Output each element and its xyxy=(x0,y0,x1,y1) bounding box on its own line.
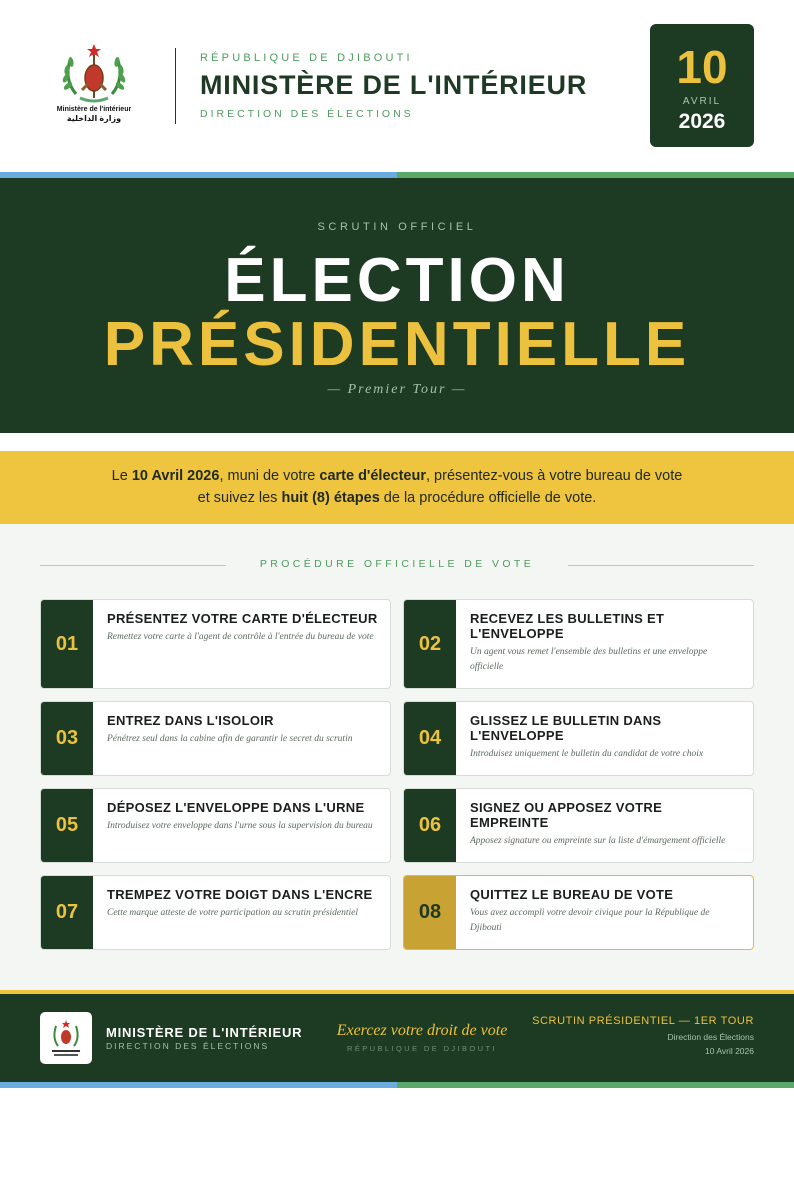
section-title xyxy=(40,558,754,572)
step-description: Vous avez accompli votre devoir civique pour la République de Djibouti xyxy=(470,908,710,933)
footer-ministry: MINISTÈRE DE L'INTÉRIEUR xyxy=(106,1025,303,1040)
section-title-label: PROCÉDURE OFFICIELLE DE VOTE xyxy=(259,558,535,570)
intro-line-2 xyxy=(0,487,794,509)
procedure-section xyxy=(0,524,794,990)
step-card-08 xyxy=(403,875,754,950)
header xyxy=(0,0,794,172)
step-title: QUITTEZ LE BUREAU DE VOTE xyxy=(470,887,674,902)
header-text xyxy=(200,52,630,120)
intro-text: Le xyxy=(111,468,132,484)
emblem-caption-ar: وزارة الداخلية xyxy=(66,114,122,123)
step-description: Introduisez uniquement le bulletin du candidat de votre choix xyxy=(470,749,704,759)
hero-title-line2: PRÉSIDENTIELLE xyxy=(103,310,691,379)
stripe-green xyxy=(397,1082,794,1088)
step-number: 08 xyxy=(404,876,456,949)
color-stripe-bottom xyxy=(0,1082,794,1088)
footer xyxy=(0,990,794,1082)
date-badge xyxy=(650,24,754,147)
footer-country: RÉPUBLIQUE DE DJIBOUTI xyxy=(347,1044,497,1053)
footer-slogan: Exercez votre droit de vote xyxy=(336,1022,508,1039)
step-card-06 xyxy=(403,788,754,863)
step-description: Introduisez votre enveloppe dans l'urne sous la supervision du bureau xyxy=(107,821,373,831)
footer-direction: DIRECTION DES ÉLECTIONS xyxy=(106,1041,270,1051)
emblem-caption-fr: Ministère de l'intérieur xyxy=(56,106,132,113)
ministry-emblem xyxy=(46,42,142,128)
intro-line-1 xyxy=(0,465,794,487)
step-title: SIGNEZ OU APPOSEZ VOTRE EMPREINTE xyxy=(470,800,663,830)
ministry-title: MINISTÈRE DE L'INTÉRIEUR xyxy=(200,70,588,100)
stripe-blue xyxy=(0,1082,397,1088)
direction-label: DIRECTION DES ÉLECTIONS xyxy=(200,108,414,120)
step-number: 06 xyxy=(404,789,456,862)
intro-text: , muni de votre xyxy=(219,468,320,484)
footer-scrutin: SCRUTIN PRÉSIDENTIEL — 1ER TOUR xyxy=(532,1015,754,1027)
step-number: 03 xyxy=(41,702,93,775)
step-title: RECEVEZ LES BULLETINS ET L'ENVELOPPE xyxy=(470,611,665,641)
date-day: 10 xyxy=(676,41,728,93)
step-title: PRÉSENTEZ VOTRE CARTE D'ÉLECTEUR xyxy=(107,611,378,626)
step-description: Un agent vous remet l'ensemble des bulletins et une enveloppe officielle xyxy=(470,647,708,672)
step-number: 04 xyxy=(404,702,456,775)
step-number: 02 xyxy=(404,600,456,688)
footer-info xyxy=(532,1015,754,1056)
step-card-04 xyxy=(403,701,754,776)
hero-banner xyxy=(0,178,794,433)
djibouti-emblem-icon xyxy=(40,1012,92,1064)
step-card-07 xyxy=(40,875,391,950)
step-number: 07 xyxy=(41,876,93,949)
step-description: Cette marque atteste de votre participation au scrutin présidentiel xyxy=(107,908,359,918)
step-description: Pénétrez seul dans la cabine afin de garantir le secret du scrutin xyxy=(107,734,353,744)
intro-text: et suivez les xyxy=(197,490,282,506)
step-card-02 xyxy=(403,599,754,689)
step-card-05 xyxy=(40,788,391,863)
intro-bold-date: 10 Avril 2026 xyxy=(131,468,220,484)
step-title: ENTREZ DANS L'ISOLOIR xyxy=(107,713,274,728)
footer-date: 10 Avril 2026 xyxy=(705,1046,754,1056)
country-label: RÉPUBLIQUE DE DJIBOUTI xyxy=(200,52,413,64)
intro-text: , présentez-vous à votre bureau de vote xyxy=(426,468,683,484)
date-year: 2026 xyxy=(678,110,726,133)
hero-tagline: — Premier Tour — xyxy=(327,382,467,397)
hero-kicker: SCRUTIN OFFICIEL xyxy=(317,221,477,233)
step-card-03 xyxy=(40,701,391,776)
step-card-01 xyxy=(40,599,391,689)
step-title: GLISSEZ LE BULLETIN DANS L'ENVELOPPE xyxy=(470,713,662,743)
step-title: TREMPEZ VOTRE DOIGT DANS L'ENCRE xyxy=(107,887,373,902)
step-number: 01 xyxy=(41,600,93,688)
step-title: DÉPOSEZ L'ENVELOPPE DANS L'URNE xyxy=(107,800,365,815)
intro-text: de la procédure officielle de vote. xyxy=(379,490,597,506)
section-rule-right xyxy=(568,565,754,566)
hero-title-line1: ÉLECTION xyxy=(224,246,570,315)
footer-emblem xyxy=(40,1012,92,1064)
djibouti-emblem-icon xyxy=(46,42,142,106)
step-description: Apposez signature ou empreinte sur la liste d'émargement officielle xyxy=(470,836,726,846)
date-month: AVRIL xyxy=(682,96,722,107)
header-divider xyxy=(175,48,176,124)
intro-bold-steps: huit (8) étapes xyxy=(281,490,380,506)
step-number: 05 xyxy=(41,789,93,862)
intro-bold-card: carte d'électeur xyxy=(319,468,426,484)
footer-slogan-block xyxy=(322,1022,522,1053)
step-description: Remettez votre carte à l'agent de contrôle à l'entrée du bureau de vote xyxy=(107,632,374,642)
footer-org xyxy=(106,1025,302,1051)
intro-band xyxy=(0,451,794,524)
footer-direction-small: Direction des Élections xyxy=(667,1032,754,1042)
